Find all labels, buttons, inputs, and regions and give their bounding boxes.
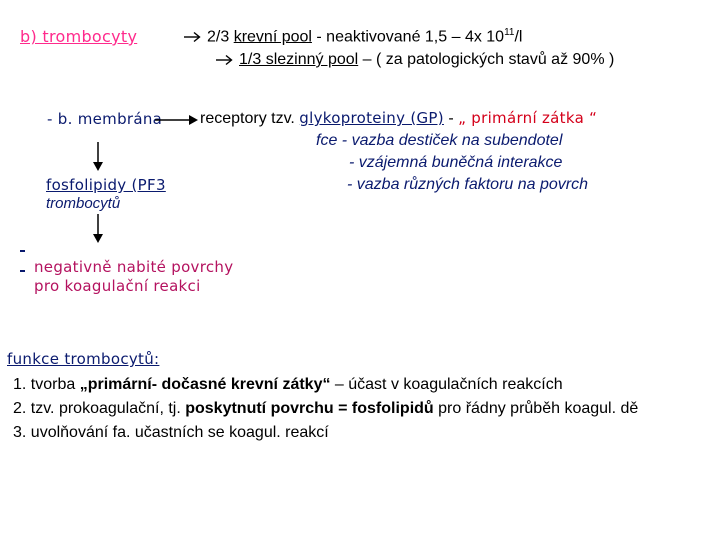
function-item-1-suffix: – účast v koagulačních reakcích — [330, 376, 563, 393]
glycoproteins-label: glykoproteiny (GP) — [299, 109, 444, 127]
spleen-pool-description: – ( za patologických stavů až 90% ) — [358, 51, 615, 68]
function-line-1: fce - vazba destiček na subendotel — [316, 132, 563, 149]
function-line-2: - vzájemná buněčná interakce — [349, 154, 563, 171]
arrow-right-icon — [155, 113, 199, 127]
pool-unit: /l — [514, 28, 523, 46]
function-item-3: 3. uvolňování fa. učastních se koagul. reakcí — [13, 424, 329, 441]
arrow-right-icon — [183, 31, 201, 43]
pool-description: - neaktivované 1,5 – 4x 10 — [311, 28, 505, 46]
membrane-label: - b. membrána — [47, 110, 163, 128]
receptors-separator: - — [443, 110, 459, 127]
functions-heading: funkce trombocytů: — [7, 350, 160, 368]
thrombocytes-label: trombocytů — [46, 195, 121, 212]
arrow-down-icon — [91, 214, 105, 244]
function-item-2 — [13, 400, 638, 418]
coagulation-reaction-label: pro koagulační reakci — [34, 277, 201, 295]
pool-exponent: 11 — [504, 27, 515, 38]
pool-line-1 — [183, 27, 522, 46]
arrow-down-icon — [91, 142, 105, 172]
bullet-dash — [20, 270, 25, 272]
function-item-1-bold: „primární- dočasné krevní zátky“ — [79, 376, 331, 393]
function-item-1-prefix: 1. tvorba — [13, 376, 80, 393]
receptors-line — [200, 109, 597, 128]
blood-pool-label: krevní pool — [233, 28, 312, 46]
primary-plug-label: „ primární zátka “ — [458, 109, 598, 127]
page-title: b) trombocyty — [20, 27, 138, 46]
function-item-1 — [13, 376, 563, 394]
function-line-3: - vazba různých faktoru na povrch — [347, 176, 589, 193]
phospholipids-label: fosfolipidy (PF3 — [46, 176, 166, 194]
spleen-pool-label: 1/3 slezinný pool — [239, 51, 359, 68]
pool-line-2 — [215, 51, 614, 69]
pool-prefix: 2/3 — [207, 28, 234, 46]
function-item-2-suffix: pro řádny průběh koagul. dě — [433, 400, 639, 417]
bullet-dash — [20, 250, 25, 252]
function-item-2-prefix: 2. tzv. prokoagulační, tj. — [13, 400, 186, 417]
function-item-2-bold: poskytnutí povrchu = fosfolipidů — [185, 400, 434, 417]
receptors-prefix: receptory tzv. — [200, 110, 300, 127]
arrow-right-icon — [215, 54, 233, 66]
negative-surfaces-label: negativně nabité povrchy — [34, 258, 234, 276]
